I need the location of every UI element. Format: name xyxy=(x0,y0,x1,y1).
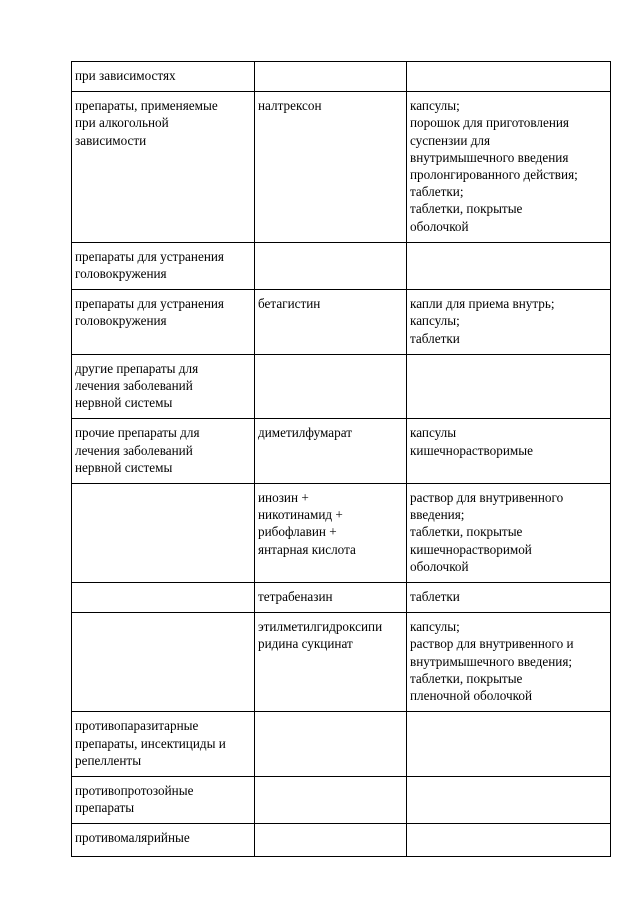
group-cell xyxy=(72,613,255,712)
table-row xyxy=(72,583,611,613)
table-row xyxy=(72,419,611,484)
drug-cell xyxy=(255,354,407,419)
form-cell xyxy=(407,824,611,856)
table-row xyxy=(72,290,611,355)
form-cell xyxy=(407,712,611,777)
group-cell xyxy=(72,484,255,583)
drug-list-table xyxy=(71,61,611,857)
drug-cell: налтрексон xyxy=(255,92,407,243)
form-cell: капсулы; порошок для приготовления суспензии для внутримышечного введения пролонгированного действия; таблетки; таблетки, покрытые оболочкой xyxy=(407,92,611,243)
form-cell xyxy=(407,354,611,419)
group-cell: противопротозойные препараты xyxy=(72,776,255,823)
form-cell: капли для приема внутрь; капсулы; таблетки xyxy=(407,290,611,355)
group-cell xyxy=(72,583,255,613)
group-cell: при зависимостях xyxy=(72,62,255,92)
group-cell: препараты, применяемые при алкогольной зависимости xyxy=(72,92,255,243)
table-row xyxy=(72,776,611,823)
table-row xyxy=(72,712,611,777)
form-cell: раствор для внутривенного введения; таблетки, покрытые кишечнорастворимой оболочкой xyxy=(407,484,611,583)
table-row xyxy=(72,242,611,289)
form-cell: капсулы; раствор для внутривенного и внутримышечного введения; таблетки, покрытые пленочной оболочкой xyxy=(407,613,611,712)
group-cell: препараты для устранения головокружения xyxy=(72,290,255,355)
drug-cell: бетагистин xyxy=(255,290,407,355)
group-cell: другие препараты для лечения заболеваний нервной системы xyxy=(72,354,255,419)
drug-cell xyxy=(255,776,407,823)
table-row xyxy=(72,92,611,243)
table-row xyxy=(72,484,611,583)
drug-cell: тетрабеназин xyxy=(255,583,407,613)
form-cell xyxy=(407,242,611,289)
drug-cell xyxy=(255,62,407,92)
drug-cell: инозин + никотинамид + рибофлавин + янтарная кислота xyxy=(255,484,407,583)
drug-cell: диметилфумарат xyxy=(255,419,407,484)
table-row xyxy=(72,62,611,92)
form-cell: капсулы кишечнорастворимые xyxy=(407,419,611,484)
table-row xyxy=(72,354,611,419)
form-cell: таблетки xyxy=(407,583,611,613)
drug-cell: этилметилгидроксипи ридина сукцинат xyxy=(255,613,407,712)
group-cell: прочие препараты для лечения заболеваний нервной системы xyxy=(72,419,255,484)
table-row xyxy=(72,824,611,856)
drug-cell xyxy=(255,824,407,856)
group-cell: препараты для устранения головокружения xyxy=(72,242,255,289)
drug-cell xyxy=(255,712,407,777)
group-cell: противомалярийные xyxy=(72,824,255,856)
table-row xyxy=(72,613,611,712)
form-cell xyxy=(407,62,611,92)
group-cell: противопаразитарные препараты, инсектициды и репелленты xyxy=(72,712,255,777)
drug-cell xyxy=(255,242,407,289)
form-cell xyxy=(407,776,611,823)
